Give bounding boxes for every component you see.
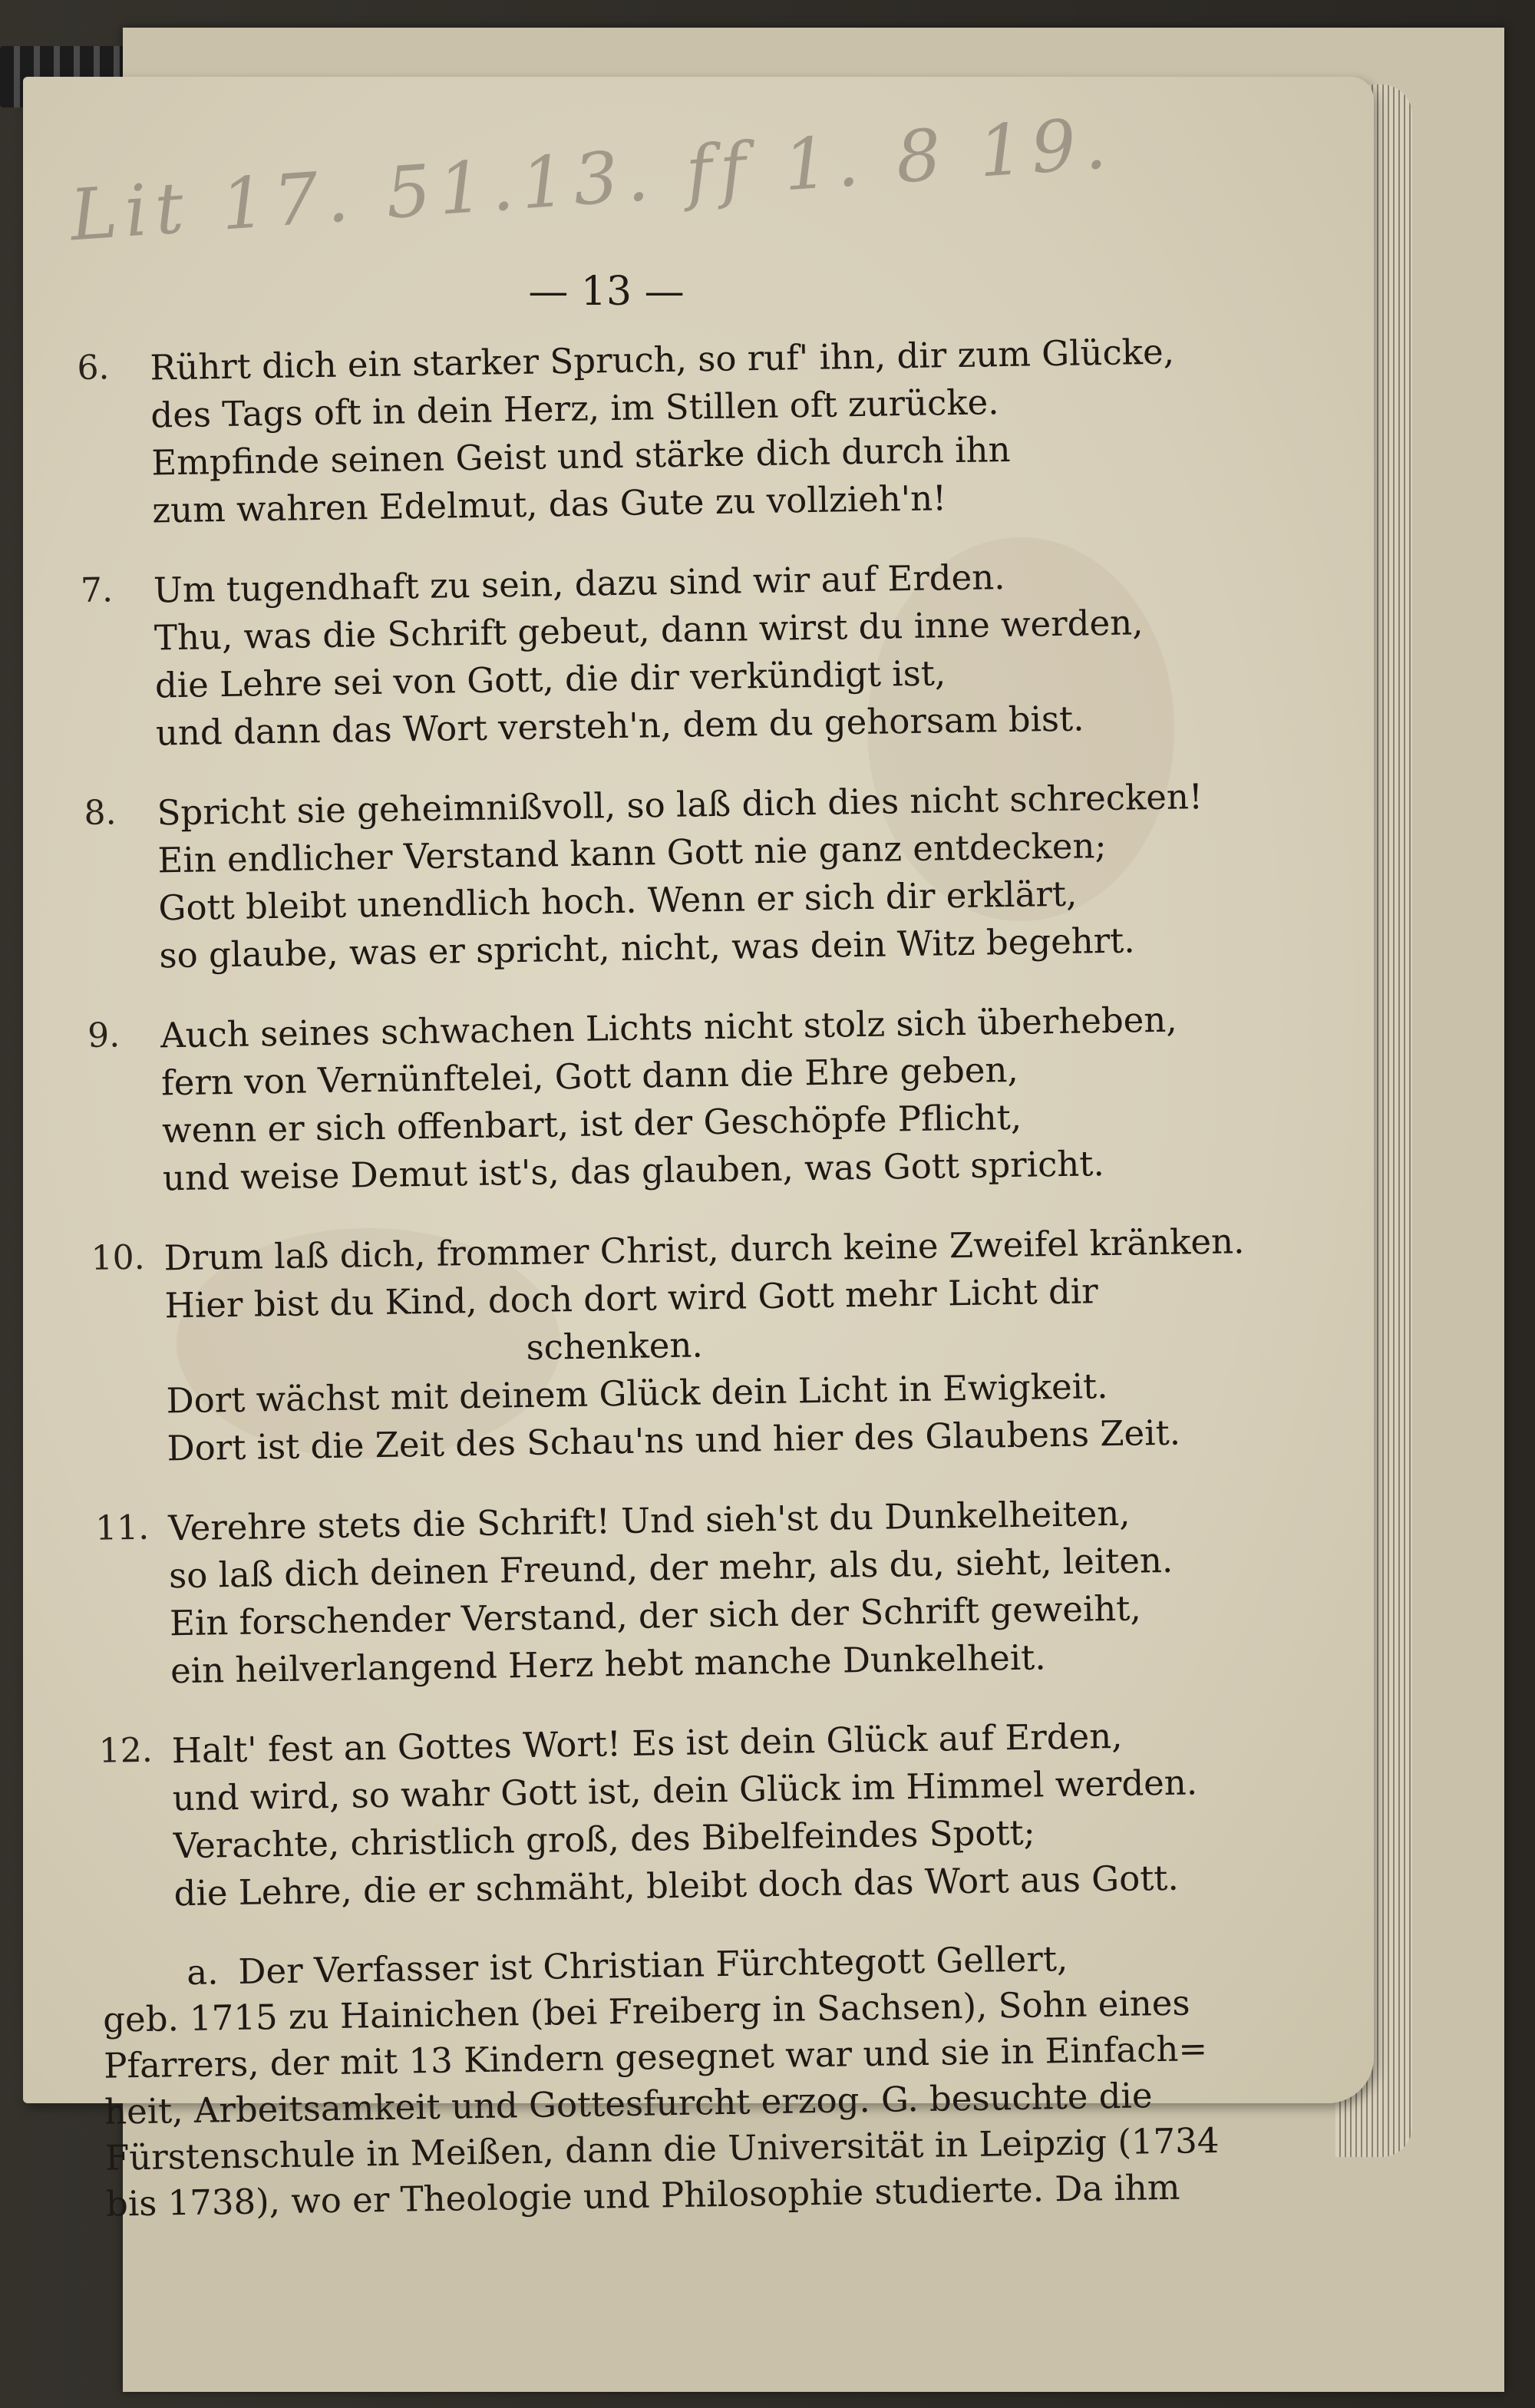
author-note [102, 1934, 1220, 2228]
verse-line: wenn er sich offenbart, ist der Geschöpfe Pflicht, [161, 1096, 1022, 1151]
verse-line: zum wahren Edelmut, das Gute zu vollzieh'n! [151, 477, 947, 531]
verse-line: des Tags oft in dein Herz, im Stillen oft zurücke. [150, 382, 999, 436]
note-line: bis 1738), wo er Theologie und Philosophie studierte. Da ihm [105, 2166, 1180, 2225]
verse-line: und dann das Wort versteh'n, dem du gehorsam bist. [155, 698, 1084, 754]
stanza-number: 12. [98, 1730, 154, 1771]
stanza-number: 7. [80, 570, 114, 610]
pencil-annotation: Lit 17. 51.13. ff 1. 8 19. [67, 101, 1117, 257]
verse-line: Dort wächst mit deinem Glück dein Licht in Ewigkeit. [166, 1366, 1108, 1422]
stanza-6 [77, 329, 1177, 536]
verse-line: Gott bleibt unendlich hoch. Wenn er sich dir erklärt, [158, 873, 1078, 929]
verse-line: die Lehre sei von Gott, die dir verkündigt ist, [154, 652, 946, 706]
poem-text-block [77, 329, 1245, 2228]
note-marker: a. [186, 1951, 219, 1993]
verse-line: Thu, was die Schrift gebeut, dann wirst du inne werden, [154, 602, 1144, 659]
verse-line: Verehre stets die Schrift! Und sieh'st du Dunkelheiten, [167, 1492, 1131, 1549]
note-line: geb. 1715 zu Hainichen (bei Freiberg in Sachsen), Sohn eines [102, 1982, 1190, 2040]
verse-line: und wird, so wahr Gott ist, dein Glück im Himmel werden. [172, 1762, 1198, 1819]
stanza-number: 10. [91, 1237, 146, 1278]
stanza-10 [91, 1218, 1245, 1473]
verse-line: Auch seines schwachen Lichts nicht stolz sich überheben, [160, 999, 1178, 1056]
verse-line: Empfinde seinen Geist und stärke dich durch ihn [150, 428, 1011, 484]
verse-line: und weise Demut ist's, das glauben, was Gott spricht. [162, 1143, 1105, 1199]
verse-line: Drum laß dich, frommer Christ, durch keine Zweifel kränken. [163, 1221, 1245, 1279]
verse-line: die Lehre, die er schmäht, bleibt doch das Wort aus Gott. [173, 1857, 1180, 1914]
note-text: Der Verfasser ist Christian Fürchtegott Gellert, [238, 1937, 1068, 1992]
verse-line: fern von Vernünftelei, Gott dann die Ehre geben, [160, 1049, 1019, 1104]
verse-line: Rührt dich ein starker Spruch, so ruf' ihn, dir zum Glücke, [150, 331, 1175, 388]
stanza-number: 9. [87, 1016, 120, 1055]
verse-line: so laß dich deinen Freund, der mehr, als du, sieht, leiten. [168, 1539, 1174, 1597]
stanza-number: 6. [77, 348, 110, 388]
verse-line: Ein forschender Verstand, der sich der Schrift geweiht, [169, 1587, 1142, 1644]
note-line: Pfarrers, der mit 13 Kindern gesegnet war und sie in Einfach= [103, 2028, 1208, 2086]
stanza-12 [98, 1711, 1199, 1918]
verse-line: Dort ist die Zeit des Schau'ns und hier des Glaubens Zeit. [167, 1412, 1181, 1469]
stanza-11 [95, 1488, 1196, 1696]
verse-line: Halt' fest an Gottes Wort! Es ist dein Glück auf Erden, [171, 1715, 1123, 1772]
page-number: — 13 — [528, 269, 685, 315]
verse-line: Ein endlicher Verstand kann Gott nie ganz entdecken; [157, 825, 1107, 881]
verse-line: ein heilverlangend Herz hebt manche Dunkelheit. [170, 1637, 1046, 1692]
note-line: Fürstenschule in Meißen, dann die Universität in Leipzig (1734 [104, 2119, 1220, 2178]
verse-line: Hier bist du Kind, doch dort wird Gott mehr Licht dir [164, 1270, 1099, 1326]
verse-line: Spricht sie geheimnißvoll, so laß dich dies nicht schrecken! [157, 776, 1203, 834]
stanza-7 [81, 551, 1181, 758]
verse-line: Verachte, christlich groß, des Bibelfeindes Spott; [173, 1812, 1036, 1867]
stanza-number: 8. [84, 793, 117, 833]
stanza-number: 11. [94, 1508, 150, 1548]
stanza-9 [87, 996, 1188, 1203]
verse-line: so glaube, was er spricht, nicht, was dein Witz begehrt. [159, 920, 1135, 976]
stanza-8 [84, 773, 1203, 980]
book-page [23, 77, 1374, 2225]
verse-line-continuation: schenken. [526, 1324, 704, 1368]
verse-line: Um tugendhaft zu sein, dazu sind wir auf Erden. [153, 557, 1005, 611]
note-line: heit, Arbeitsamkeit und Gottesfurcht erzog. G. besuchte die [104, 2075, 1153, 2132]
